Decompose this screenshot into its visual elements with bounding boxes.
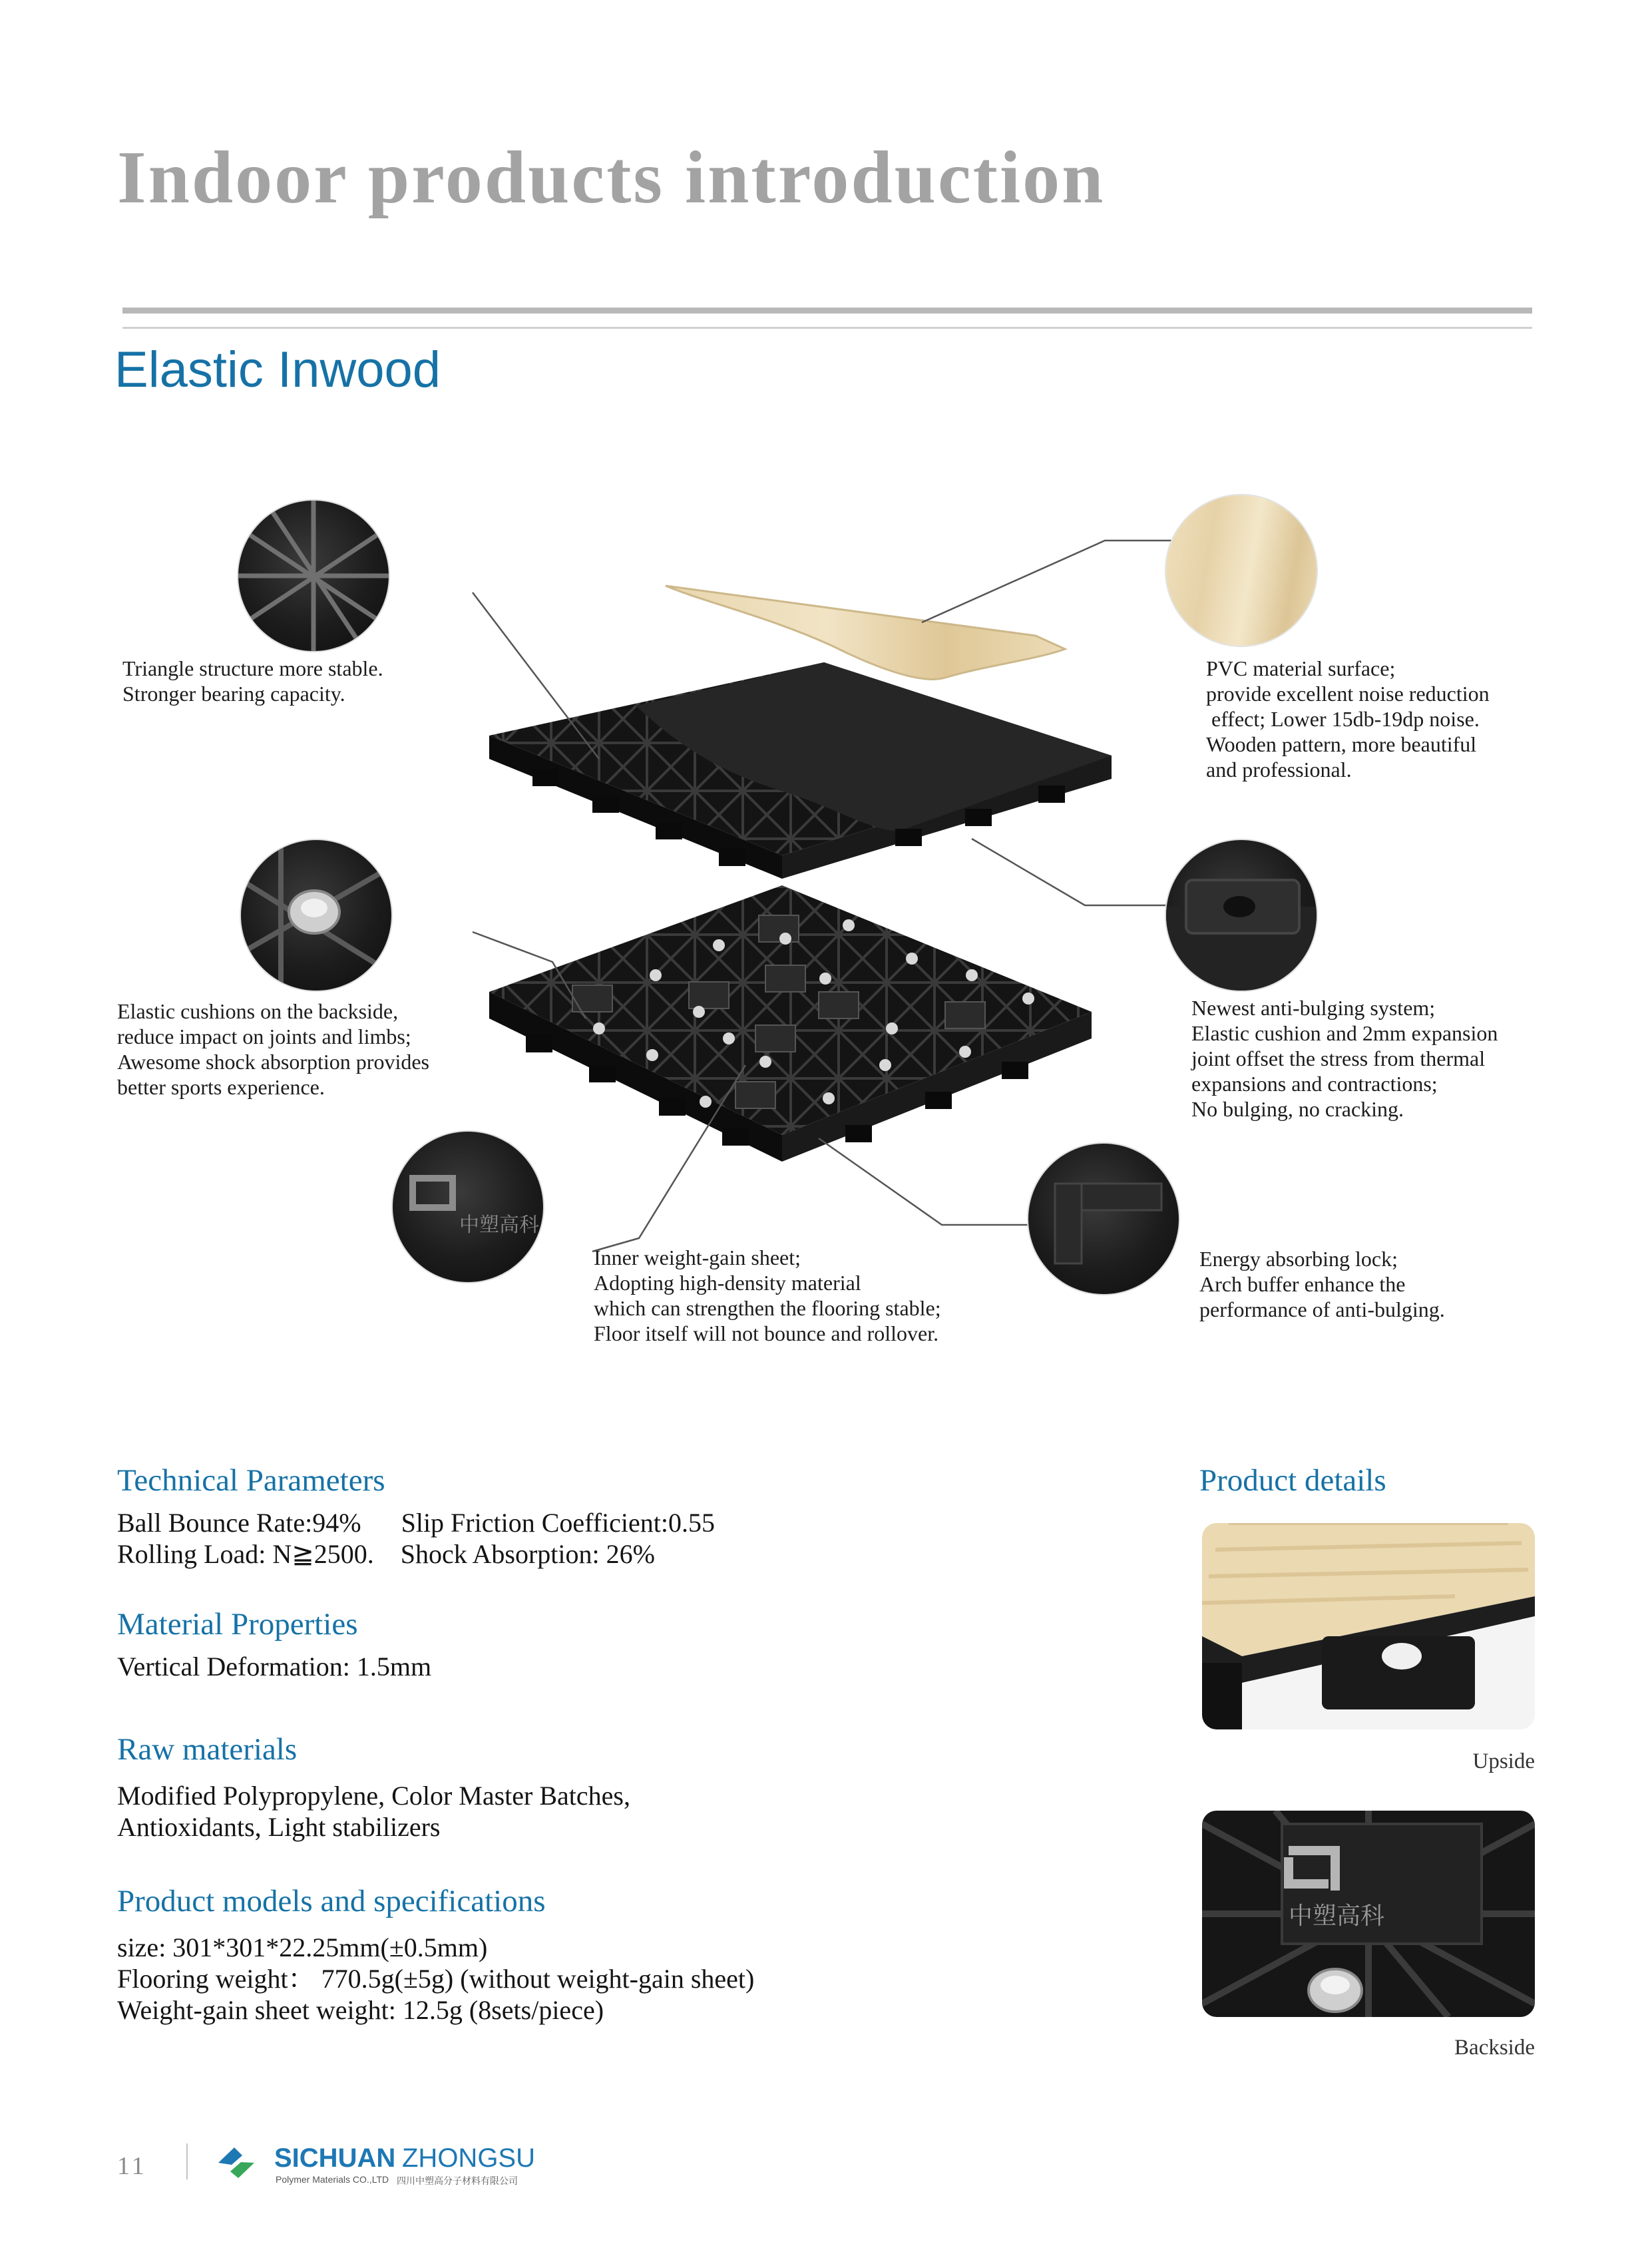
backside-caption: Backside — [1454, 2036, 1535, 2060]
product-models-body: size: 301*301*22.25mm(±0.5mm) Flooring weight： 770.5g(±5g) (without weight-gain sheet) Weight-gain sheet weight: 12.5g (8sets/piece) — [117, 1932, 755, 2025]
wood-surface-layer — [666, 586, 1065, 679]
footer-separator — [186, 2143, 188, 2179]
raw-materials-heading: Raw materials — [117, 1732, 298, 1767]
backside-photo — [1202, 1811, 1535, 2017]
product-models-heading: Product models and specifications — [117, 1884, 546, 1918]
technical-parameters-body: Ball Bounce Rate:94% Slip Friction Coefficient:0.55 Rolling Load: N≧2500. Shock Absorption: 26% — [117, 1508, 716, 1569]
company-logo-icon — [214, 2145, 258, 2181]
callout-anti-bulging: Newest anti-bulging system; Elastic cushion and 2mm expansion joint offset the stress from thermal expansions and contractions; No bulging, no cracking. — [1191, 996, 1498, 1121]
weight-gain-sheet-detail — [393, 1132, 543, 1282]
top-tile — [489, 662, 1112, 879]
footer-brand-bold: SICHUAN — [274, 2143, 396, 2173]
page-title: Indoor products introduction — [117, 136, 1106, 219]
upside-photo — [1202, 1523, 1535, 1729]
footer-brand-regular: ZHONGSU — [402, 2143, 535, 2173]
material-properties-heading: Material Properties — [117, 1607, 358, 1642]
triangle-structure-detail — [238, 501, 389, 651]
plate-mark: 中塑高科 — [459, 1214, 539, 1237]
callout-weight-gain-sheet: Inner weight-gain sheet; Adopting high-density material which can strengthen the flooring stable; Floor itself will not bounce and rollover. — [594, 1245, 941, 1345]
bottom-tile — [489, 885, 1092, 1162]
anti-bulging-detail — [1166, 840, 1317, 991]
callout-pvc-surface: PVC material surface; provide excellent noise reduction effect; Lower 15db-19dp noise. Wooden pattern, more beautiful and professional. — [1206, 656, 1490, 782]
product-details-heading: Product details — [1199, 1463, 1386, 1498]
footer-company-en: Polymer Materials CO.,LTD — [276, 2174, 389, 2185]
technical-parameters-heading: Technical Parameters — [117, 1463, 385, 1498]
product-name: Elastic Inwood — [114, 341, 441, 398]
elastic-cushion-detail — [241, 840, 391, 991]
callout-elastic-cushions: Elastic cushions on the backside, reduce impact on joints and limbs; Awesome shock absorption provides better sports experience. — [117, 999, 429, 1099]
upside-caption: Upside — [1472, 1749, 1535, 1773]
raw-materials-body: Modified Polypropylene, Color Master Batches, Antioxidants, Light stabilizers — [117, 1781, 630, 1842]
material-properties-body: Vertical Deformation: 1.5mm — [117, 1652, 432, 1682]
pvc-surface-detail — [1166, 495, 1317, 646]
backside-plate-mark: 中塑高科 — [1289, 1903, 1385, 1930]
energy-lock-detail — [1028, 1144, 1179, 1294]
page-number: 11 — [117, 2152, 147, 2180]
footer-company-cn: 四川中塑高分子材料有限公司 — [397, 2175, 518, 2186]
callout-energy-lock: Energy absorbing lock; Arch buffer enhance the performance of anti-bulging. — [1199, 1247, 1445, 1321]
callout-triangle-structure: Triangle structure more stable. Stronger bearing capacity. — [122, 656, 383, 706]
